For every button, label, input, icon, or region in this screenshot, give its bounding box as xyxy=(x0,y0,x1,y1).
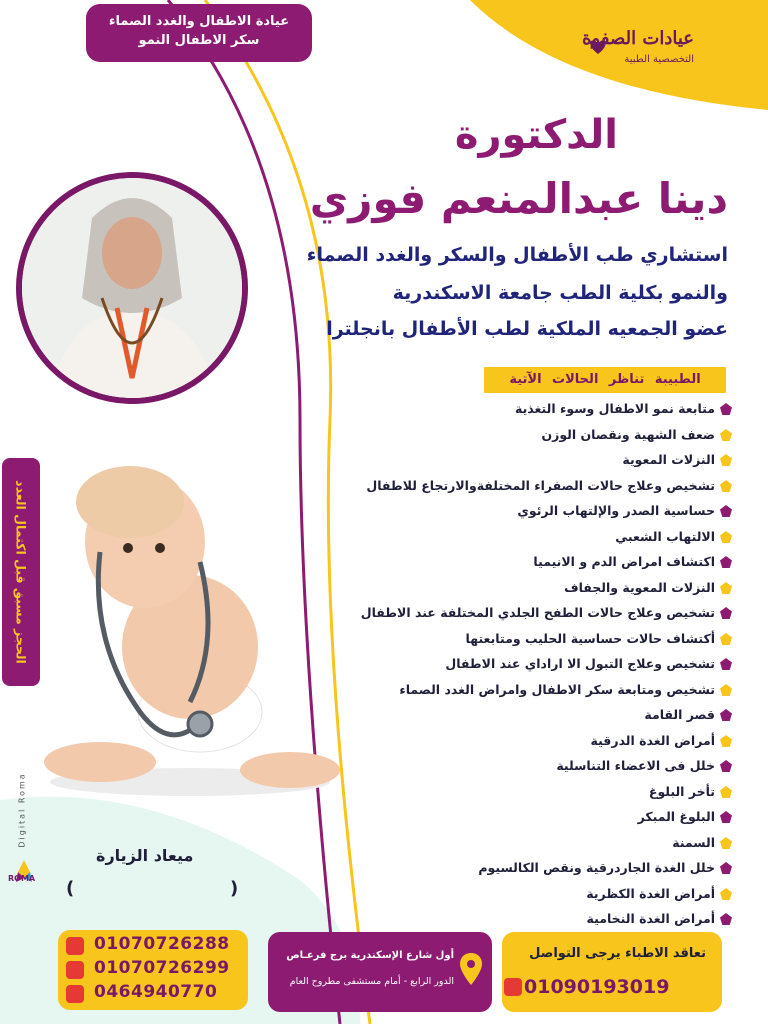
case-item-text: ضعف الشهية ونقصان الوزن xyxy=(541,426,715,442)
pentagon-bullet-icon xyxy=(720,684,732,696)
case-item xyxy=(361,575,732,601)
visit-paren-close: ) xyxy=(230,878,239,899)
pentagon-bullet-icon xyxy=(720,480,732,492)
doctor-name: دينا عبدالمنعم فوزي xyxy=(309,174,728,223)
pentagon-bullet-icon xyxy=(720,658,732,670)
pentagon-bullet-icon xyxy=(720,811,732,823)
pentagon-bullet-icon xyxy=(720,735,732,747)
case-item xyxy=(361,447,732,473)
pentagon-bullet-icon xyxy=(720,505,732,517)
case-item xyxy=(361,855,732,881)
case-item xyxy=(361,549,732,575)
advance-booking-tab xyxy=(2,458,40,686)
pentagon-bullet-icon xyxy=(720,556,732,568)
case-item xyxy=(361,677,732,703)
phone-numbers-box xyxy=(58,930,248,1010)
case-item-text: تشخيص ومتابعة سكر الاطفال وامراض الغدد الصماء xyxy=(399,681,715,697)
address-box xyxy=(268,932,492,1012)
logo-subtitle: التخصصية الطبية xyxy=(624,54,694,65)
case-item xyxy=(361,524,732,550)
case-item-text: تأخر البلوغ xyxy=(648,783,715,799)
case-item xyxy=(361,498,732,524)
doctor-portrait xyxy=(16,172,248,404)
pentagon-bullet-icon xyxy=(720,760,732,772)
cases-list xyxy=(361,396,732,932)
phone-row-3[interactable] xyxy=(66,982,246,1008)
address-line-1: أول شارع الإسكندرية برج فرعـاص xyxy=(286,950,454,961)
doctors-contract-box xyxy=(502,932,722,1012)
phone-row-1[interactable] xyxy=(66,934,246,960)
case-item-text: أمراض الغدة الكظرية xyxy=(586,885,715,901)
pentagon-bullet-icon xyxy=(720,888,732,900)
clinic-badge-line1: عيادة الاطفال والغدد الصماء xyxy=(108,14,290,29)
landline-icon xyxy=(66,985,84,1003)
case-item-text: قصر القامة xyxy=(644,707,715,722)
case-item xyxy=(361,473,732,499)
contract-label: تعاقد الاطباء يرجى التواصل xyxy=(529,946,706,961)
baby-stethoscope-image xyxy=(40,462,352,802)
case-item-text: تشخيص وعلاج حالات الطفح الجلدي المختلفة عند الاطفال xyxy=(360,605,715,620)
case-item xyxy=(361,651,732,677)
case-item-text: السمنة xyxy=(672,834,715,850)
case-item xyxy=(361,830,732,856)
case-item-text: حساسية الصدر والإلتهاب الرئوي xyxy=(517,503,715,518)
case-item-text: البلوغ المبكر xyxy=(637,809,715,824)
phone-number-1[interactable]: 01070726288 xyxy=(94,934,230,954)
pentagon-bullet-icon xyxy=(720,913,732,925)
pentagon-bullet-icon xyxy=(720,709,732,721)
case-item-text: النزلات المعوية xyxy=(622,452,715,467)
case-item xyxy=(361,906,732,932)
phone-number-2[interactable]: 01070726299 xyxy=(94,958,230,978)
pentagon-bullet-icon xyxy=(720,454,732,466)
logo-name: عيادات الصفوة xyxy=(582,28,694,49)
phone-icon xyxy=(504,978,522,996)
pentagon-bullet-icon xyxy=(720,429,732,441)
case-item-text: تشخيص وعلاج التبول الا اراداي عند الاطفال xyxy=(445,656,715,671)
case-item xyxy=(361,881,732,907)
case-item-text: اكتشاف امراض الدم و الانيميا xyxy=(533,554,715,569)
case-item xyxy=(361,422,732,448)
location-pin-icon xyxy=(458,952,484,986)
case-item xyxy=(361,702,732,728)
clinic-logo xyxy=(578,14,738,74)
pentagon-bullet-icon xyxy=(720,786,732,798)
pentagon-bullet-icon xyxy=(720,582,732,594)
case-item xyxy=(361,753,732,779)
case-item-text: أكتشاف حالات حساسية الحليب ومتابعتها xyxy=(465,630,715,646)
pentagon-bullet-icon xyxy=(720,837,732,849)
phone-icon xyxy=(66,937,84,955)
pentagon-bullet-icon xyxy=(720,607,732,619)
case-item xyxy=(361,600,732,626)
contract-phone[interactable]: 01090193019 xyxy=(524,976,670,998)
case-item xyxy=(361,728,732,754)
credential-line-3: عضو الجمعيه الملكية لطب الأطفال بانجلترا xyxy=(326,318,728,340)
phone-number-3[interactable]: 0464940770 xyxy=(94,982,218,1002)
case-item-text: النزلات المعوية والجفاف xyxy=(564,579,715,595)
case-item-text: تشخيص وعلاج حالات الصفراء المختلفةوالارتجاع للاطفال xyxy=(366,477,715,493)
clinic-badge-line2: سكر الاطفال النمو xyxy=(138,33,260,48)
pentagon-bullet-icon xyxy=(720,531,732,543)
pentagon-bullet-icon xyxy=(720,633,732,645)
designer-signature xyxy=(14,770,30,850)
phone-icon xyxy=(66,961,84,979)
case-item xyxy=(361,626,732,652)
case-item xyxy=(361,396,732,422)
case-item xyxy=(361,779,732,805)
case-item-text: الالتهاب الشعبي xyxy=(615,528,715,544)
cases-header: الطبيبة تناظر الحالات الآتية xyxy=(484,367,726,393)
phone-row-2[interactable] xyxy=(66,958,246,984)
case-item-text: خلل الغدة الجاردرقية ونقص الكالسيوم xyxy=(478,860,715,875)
visit-time-label: ميعاد الزيارة xyxy=(96,846,194,865)
case-item-text: أمراض الغدة الدرقية xyxy=(590,732,715,748)
visit-paren-open: ( xyxy=(66,878,75,899)
case-item-text: خلل فى الاعضاء التناسلية xyxy=(556,758,715,773)
roma-logo-text: ROMA xyxy=(8,874,36,883)
case-item xyxy=(361,804,732,830)
pentagon-bullet-icon xyxy=(720,862,732,874)
credential-line-2: والنمو بكلية الطب جامعة الاسكندرية xyxy=(392,282,728,304)
address-line-2: الدور الرابع - أمام مستشفى مطروح العام xyxy=(289,976,454,987)
case-item-text: أمراض الغدة النخامية xyxy=(586,911,715,926)
clinic-specialty-badge xyxy=(86,4,312,62)
pentagon-bullet-icon xyxy=(720,403,732,415)
advance-booking-text: الحجز مسبق قبل اكتمال العدد xyxy=(13,480,29,664)
credential-line-1: استشاري طب الأطفال والسكر والغدد الصماء xyxy=(306,244,728,266)
case-item-text: متابعة نمو الاطفال وسوء التغذية xyxy=(514,401,715,416)
doctor-photo-illustration xyxy=(22,178,242,398)
doctor-title: الدكتورة xyxy=(454,112,618,158)
designer-signature-text: Digital Roma xyxy=(17,772,27,848)
